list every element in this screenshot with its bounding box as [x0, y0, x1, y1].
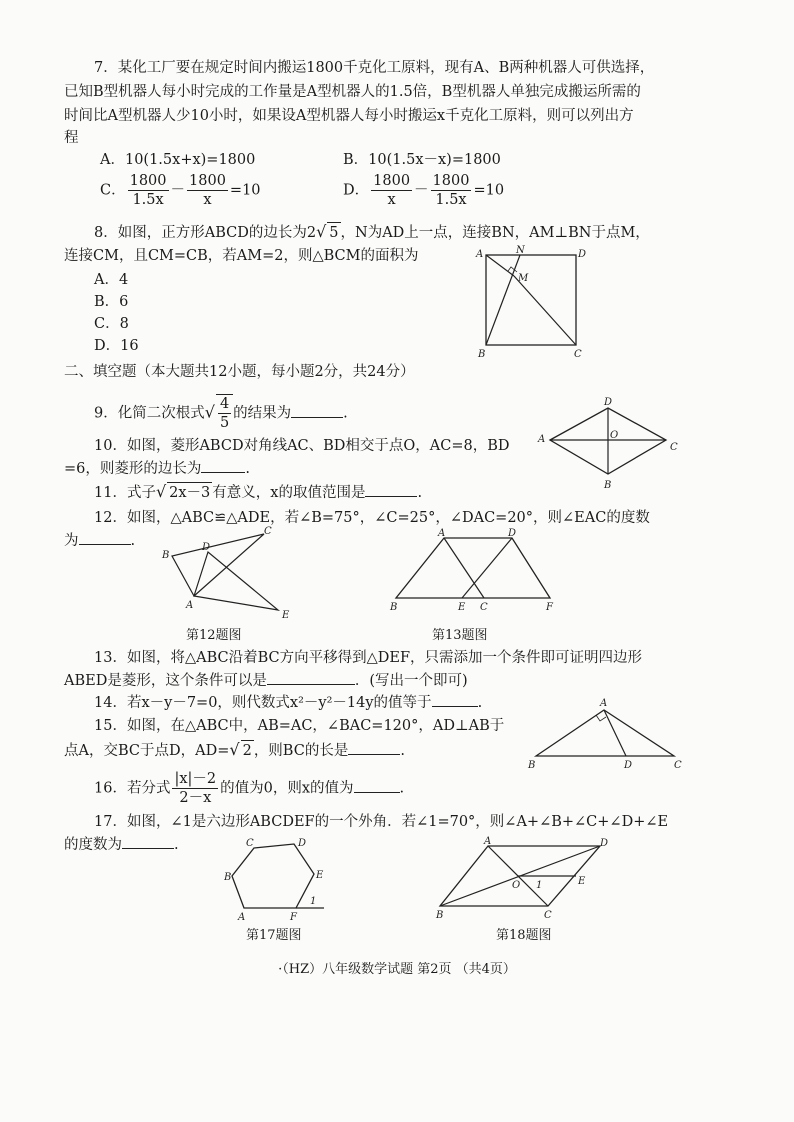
q8-label: A [476, 249, 484, 260]
q8-figure [472, 245, 592, 360]
q18-figure [432, 834, 616, 920]
q18-label: 1 [536, 880, 543, 891]
q17-label: B [224, 872, 232, 883]
q12-label: D [202, 542, 211, 553]
q17-label: C [246, 838, 254, 849]
q16-text: 16．若分式 $\frac{|x|-2}{2-x}$ 的值为0，则x的值为 . [94, 771, 405, 806]
q8-label: C [574, 349, 582, 360]
q15-label: D [624, 760, 633, 771]
q18-label: C [544, 910, 552, 920]
q7-option-a: A．10(1.5x+x)=1800 [100, 152, 256, 168]
q12-label: C [264, 526, 272, 537]
q16-answer-blank[interactable] [354, 778, 400, 793]
q12-label: E [282, 610, 290, 621]
q12-answer-blank[interactable] [79, 530, 131, 545]
q7-option-c: C． $\frac{1800}{1.5x}$ － $\frac{1800}{x}$ =10 [100, 173, 261, 208]
q14-text: 14．若x－y－7=0，则代数式x²－y²－14y的值等于 . [94, 692, 482, 713]
q10-label: A [538, 434, 546, 445]
q11-text: 11．式子√ 2x－3 有意义，x的取值范围是 . [94, 482, 423, 501]
q13-label: A [438, 528, 446, 539]
q7-option-b: B．10(1.5x－x)=1800 [343, 152, 501, 168]
q10-figure [536, 396, 686, 492]
q8-option-a: A．4 [94, 272, 129, 288]
q13-label: D [508, 528, 517, 539]
q15-label: C [674, 760, 682, 771]
q18-label: B [436, 910, 444, 920]
q8-option-d: D．16 [94, 338, 139, 354]
q8-label: B [478, 349, 486, 360]
q8-option-b: B．6 [94, 294, 129, 310]
q11-answer-blank[interactable] [365, 482, 417, 497]
q12-figure [160, 526, 300, 622]
q7-line3: 时间比A型机器人少10小时，如果设A型机器人每小时搬运x千克化工原料，则可以列出方 [64, 108, 634, 124]
q15-label: A [600, 698, 608, 709]
q15-answer-blank[interactable] [348, 740, 400, 755]
q17-label: F [290, 912, 297, 922]
fig17-caption: 第17题图 [246, 928, 302, 943]
q10-line1: 10．如图，菱形ABCD对角线AC、BD相交于点O，AC=8，BD [94, 438, 510, 454]
q10-label: D [604, 397, 613, 408]
q7-line1: 7．某化工厂要在规定时间内搬运1800千克化工原料，现有A、B两种机器人可供选择， [94, 60, 655, 76]
q18-label: E [578, 876, 586, 887]
q8-option-c: C．8 [94, 316, 129, 332]
q10-line2: =6，则菱形的边长为 . [64, 458, 250, 479]
q14-answer-blank[interactable] [432, 692, 478, 707]
q13-line1: 13．如图，将△ABC沿着BC方向平移得到△DEF，只需添加一个条件即可证明四边形 [94, 650, 643, 666]
q17-line2: 的度数为 . [64, 834, 179, 855]
q18-label: O [512, 880, 521, 891]
q13-label: E [458, 602, 466, 613]
q13-label: F [546, 602, 553, 613]
q8-label: N [516, 245, 525, 256]
q7-line2: 已知B型机器人每小时完成的工作量是A型机器人的1.5倍，B型机器人单独完成搬运所需的 [64, 84, 641, 100]
q13-line2: ABED是菱形，这个条件可以是 ．(写出一个即可) [64, 670, 468, 691]
q17-label: A [238, 912, 246, 922]
q18-label: A [484, 836, 492, 847]
q15-label: B [528, 760, 536, 771]
q8-label: D [578, 249, 587, 260]
q13-label: B [390, 602, 398, 613]
fig13-caption: 第13题图 [432, 628, 488, 643]
q15-line2: 点A，交BC于点D，AD=√ 2 ，则BC的长是 . [64, 740, 405, 759]
q10-label: C [670, 442, 678, 453]
q10-label: B [604, 480, 612, 491]
q13-label: C [480, 602, 488, 613]
fig18-caption: 第18题图 [496, 928, 552, 943]
q17-line1: 17．如图，∠1是六边形ABCDEF的一个外角．若∠1=70°，则∠A+∠B+∠C+∠D+∠E [94, 814, 669, 830]
page-footer: ·（HZ）八年级数学试题 第2页 （共4页） [278, 962, 516, 977]
q15-figure [524, 696, 688, 772]
q18-label: D [600, 838, 609, 849]
q17-answer-blank[interactable] [122, 834, 174, 849]
q12-line2: 为 . [64, 530, 135, 551]
q10-answer-blank[interactable] [201, 458, 245, 473]
q13-answer-blank[interactable] [267, 670, 355, 685]
q8-line2: 连接CM，且CM=CB，若AM=2，则△BCM的面积为 [64, 248, 419, 264]
q9-text: 9．化简二次根式√ $\frac{4}{5}$ 的结果为 . [94, 396, 348, 431]
section-2-heading: 二、填空题（本大题共12小题，每小题2分，共24分） [64, 364, 415, 380]
q17-figure [224, 836, 336, 922]
q13-figure [384, 526, 564, 614]
q12-label: B [162, 550, 170, 561]
q8-line1: 8．如图，正方形ABCD的边长为2√ 5 ，N为AD上一点，连接BN，AM⊥BN于点M， [94, 222, 650, 241]
q7-option-d: D． $\frac{1800}{x}$ － $\frac{1800}{1.5x}$ =10 [343, 173, 505, 208]
q10-label: O [610, 430, 619, 441]
q12-label: A [186, 600, 194, 611]
q8-label: M [518, 273, 529, 284]
q17-label: E [316, 870, 324, 881]
q7-line4: 程 [64, 130, 79, 146]
fig12-caption: 第12题图 [186, 628, 242, 643]
q9-answer-blank[interactable] [291, 403, 343, 418]
q17-label: 1 [310, 896, 317, 907]
q17-label: D [298, 838, 307, 849]
q12-line1: 12．如图，△ABC≌△ADE，若∠B=75°，∠C=25°，∠DAC=20°，则∠EAC的度数 [94, 510, 650, 526]
q15-line1: 15．如图，在△ABC中，AB=AC，∠BAC=120°，AD⊥AB于 [94, 718, 505, 734]
